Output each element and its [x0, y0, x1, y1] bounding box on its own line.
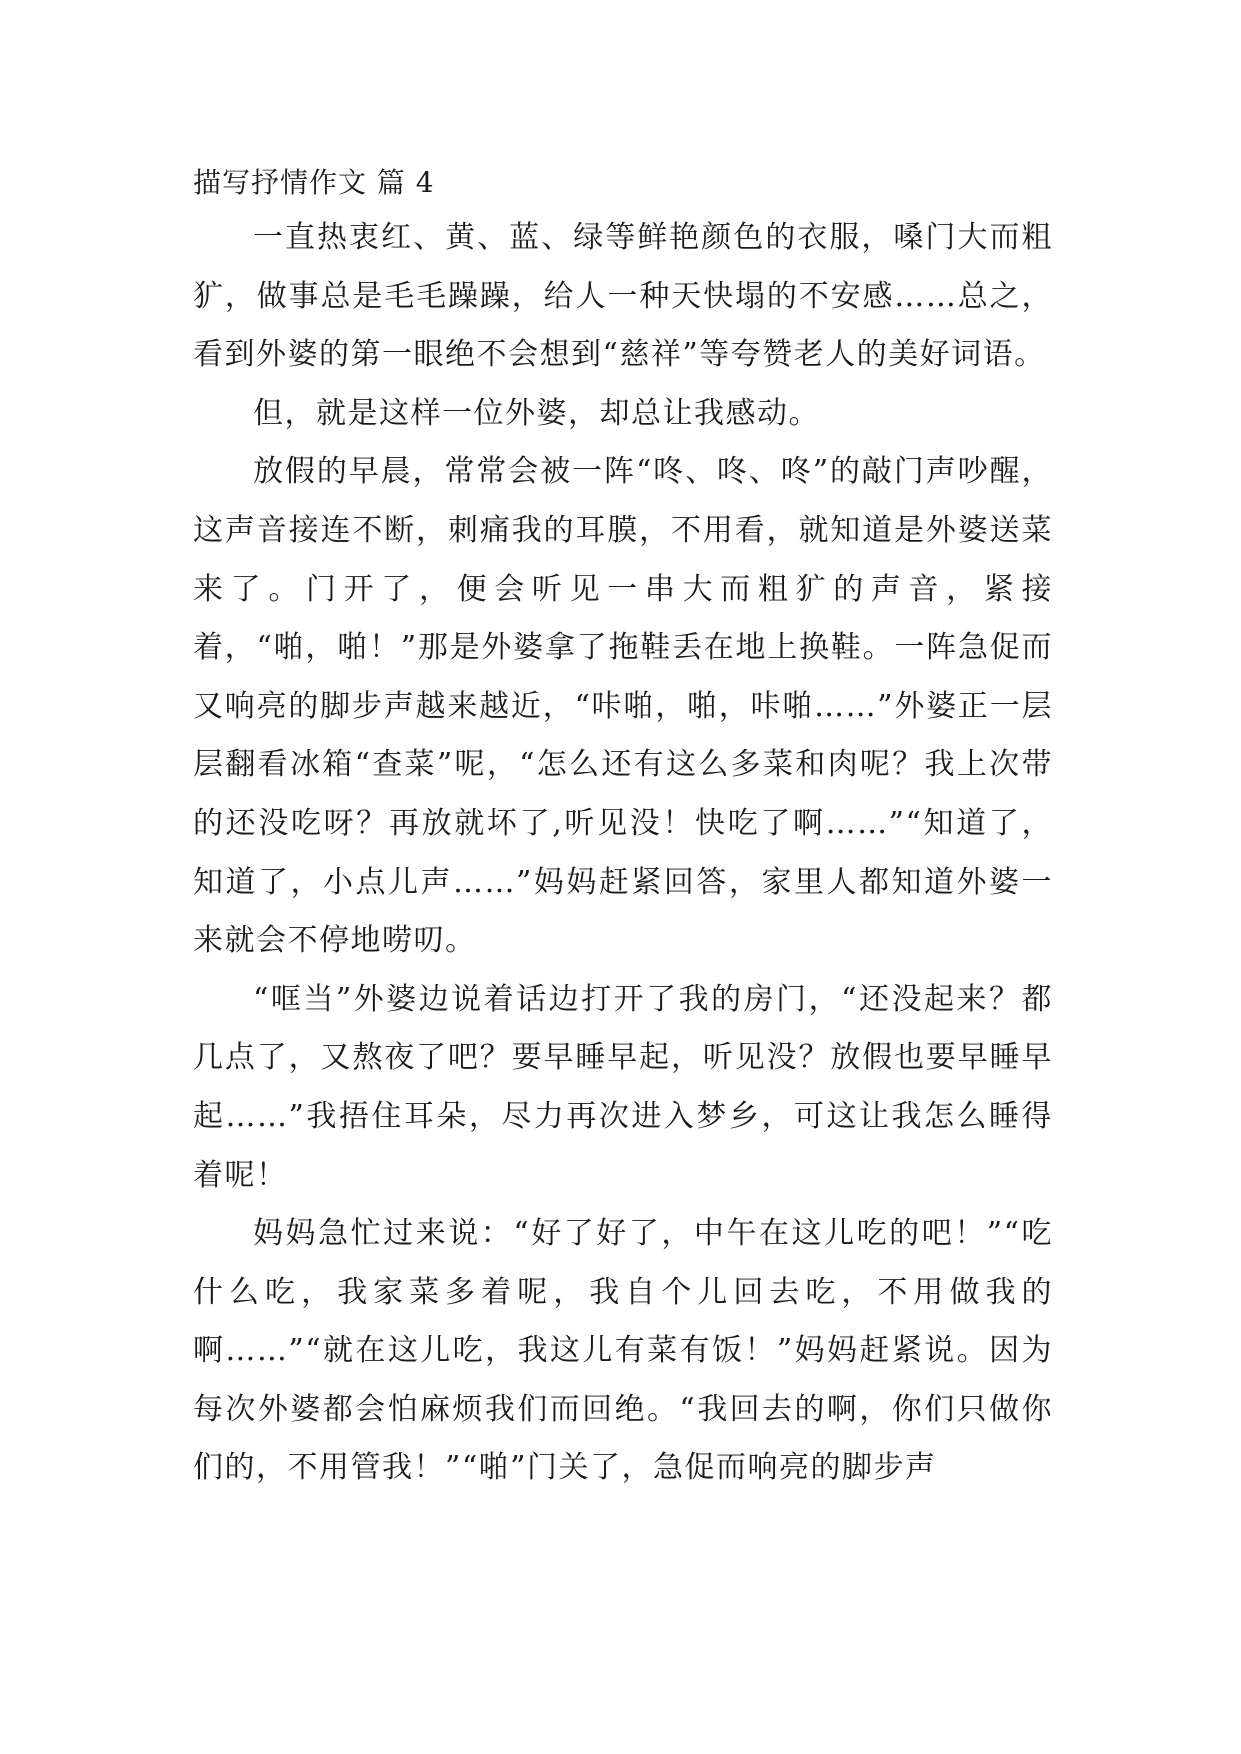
document-body — [193, 163, 1053, 1498]
paragraph-4: “哐当”外婆边说着话边打开了我的房门，“还没起来？都几点了，又熬夜了吧？要早睡早起，听见没？放假也要早睡早起……”我捂住耳朵，尽力再次进入梦乡，可这让我怎么睡得着呢！ — [193, 981, 1053, 1193]
document-title: 描写抒情作文 篇 4 — [193, 166, 435, 199]
paragraph-3: 放假的早晨，常常会被一阵“咚、咚、咚”的敲门声吵醒，这声音接连不断，刺痛我的耳膜，不用看，就知道是外婆送菜来了。门开了，便会听见一串大而粗犷的声音，紧接着，“啪，啪！”那是外婆拿了拖鞋丢在地上换鞋。一阵急促而又响亮的脚步声越来越近，“咔啪，啪，咔啪……”外婆正一层层翻看冰箱“查菜”呢，“怎么还有这么多菜和肉呢？我上次带的还没吃呀？再放就坏了,听见没！快吃了啊……”“知道了，知道了，小点儿声……”妈妈赶紧回答，家里人都知道外婆一来就会不停地唠叨。 — [193, 454, 1053, 959]
paragraph-5: 妈妈急忙过来说：“好了好了，中午在这儿吃的吧！”“吃什么吃，我家菜多着呢，我自个儿回去吃，不用做我的啊……”“就在这儿吃，我这儿有菜有饭！”妈妈赶紧说。因为每次外婆都会怕麻烦我们而回绝。“我回去的啊，你们只做你们的，不用管我！”“啪”门关了，急促而响亮的脚步声 — [193, 1216, 1053, 1486]
paragraph-1: 一直热衷红、黄、蓝、绿等鲜艳颜色的衣服，嗓门大而粗犷，做事总是毛毛躁躁，给人一种天快塌的不安感……总之，看到外婆的第一眼绝不会想到“慈祥”等夸赞老人的美好词语。 — [193, 220, 1053, 373]
paragraph-2: 但，就是这样一位外婆，却总让我感动。 — [253, 395, 820, 431]
